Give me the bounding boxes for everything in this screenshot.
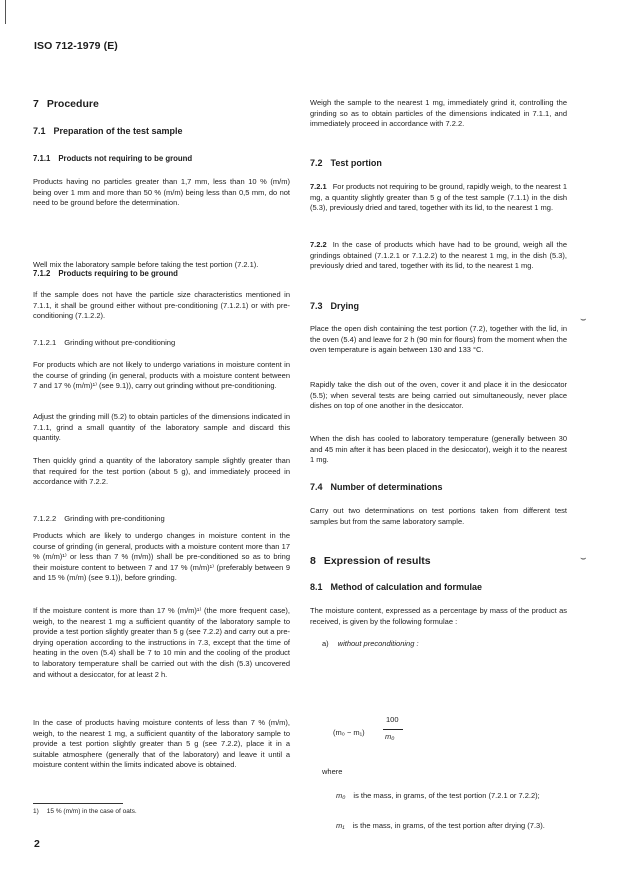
heading-text: Method of calculation and formulae — [330, 582, 483, 592]
heading-text: Test portion — [330, 158, 382, 168]
section-heading-7-1 — [33, 126, 290, 136]
footnote-number: 1) — [33, 808, 39, 815]
paragraph: Place the open dish containing the test portion (7.2), together with the lid, in the oven (5.4) and leave for 2 h (90 min for flours) from the moment when the oven temperature is again between 130 and 133 °C. — [310, 324, 567, 355]
list-label: a) — [322, 639, 329, 648]
margin-mark: ⌣ — [580, 553, 587, 564]
section-heading-7-2 — [310, 158, 567, 168]
paragraph: The moisture content, expressed as a percentage by mass of the product as received, is given by the following formulae : — [310, 606, 567, 626]
paragraph-text: For products not requiring to be ground, rapidly weigh, to the nearest 1 mg, a quantity slightly greater than 5 g of the test sample (7.1.1) in the dish (5.3), previously dried and tared, together with its lid, to the nearest 1 mg. — [310, 182, 567, 213]
heading-number: 7.2 — [310, 158, 323, 168]
formula-denominator: m₀ — [385, 732, 395, 741]
definition-m1 — [336, 821, 564, 832]
heading-text: Expression of results — [323, 555, 431, 567]
section-heading-7-1-1 — [33, 154, 290, 163]
formula-numerator: 100 — [386, 715, 399, 724]
heading-text: Products not requiring to be ground — [58, 154, 193, 163]
heading-number: 8.1 — [310, 582, 323, 592]
heading-text: Grinding with pre-conditioning — [64, 514, 165, 523]
heading-number: 7 — [33, 98, 39, 110]
footnote — [33, 808, 137, 815]
heading-number: 7.1.2.1 — [33, 338, 57, 347]
footnote-text: 15 % (m/m) in the case of oats. — [46, 808, 137, 815]
fraction-bar — [383, 729, 403, 730]
list-item-a — [322, 639, 419, 650]
section-heading-7-1-2-1 — [33, 338, 290, 347]
clause-number: 7.2.1 — [310, 182, 327, 191]
heading-text: Grinding without pre-conditioning — [64, 338, 176, 347]
page-number: 2 — [34, 838, 40, 850]
paragraph: Then quickly grind a quantity of the laboratory sample slightly greater than that required for the test portion (about 5 g), and immediately proceed in accordance with 7.2.2. — [33, 456, 290, 487]
definition-symbol: m₁ — [336, 821, 345, 830]
definition-m0 — [336, 791, 564, 802]
paragraph: Weigh the sample to the nearest 1 mg, immediately grind it, controlling the grinding so as to obtain particles of the dimensions indicated in 7.1.1, and immediately proceed in accordance with 7.2.2. — [310, 98, 567, 129]
formula-difference: (m₀ − m₁) — [333, 728, 365, 737]
heading-text: Products requiring to be ground — [58, 269, 178, 278]
heading-text: Drying — [330, 301, 360, 311]
section-heading-8-1 — [310, 582, 567, 592]
section-heading-8 — [310, 555, 567, 567]
section-heading-7-3 — [310, 301, 567, 311]
paragraph: Carry out two determinations on test portions taken from different test samples but from the same laboratory sample. — [310, 506, 567, 526]
page-edge-mark — [5, 0, 6, 24]
definition-text: is the mass, in grams, of the test portion (7.2.1 or 7.2.2); — [353, 791, 540, 800]
section-heading-7 — [33, 98, 290, 110]
paragraph — [310, 182, 567, 214]
heading-number: 7.4 — [310, 482, 323, 492]
heading-number: 7.1 — [33, 126, 46, 136]
paragraph: Well mix the laboratory sample before taking the test portion (7.2.1). — [33, 260, 259, 269]
paragraph — [310, 240, 567, 272]
paragraph: If the sample does not have the particle size characteristics mentioned in 7.1.1, it shall be ground either without pre-conditioning (7.1.2.1) or with pre-conditioning (7.1.2.2). — [33, 290, 290, 321]
paragraph: Products having no particles greater than 1,7 mm, less than 10 % (m/m) being over 1 mm and more than 50 % (m/m) being less than 0,5 mm, do not need to be ground before the determination. — [33, 177, 290, 208]
heading-number: 7.1.1 — [33, 154, 51, 163]
heading-text: Procedure — [46, 98, 99, 110]
paragraph: Products which are likely to undergo changes in moisture content in the course of grinding (in general, products with a moisture content more than 17 % (m/m)¹⁾ or less than 7 % (m/m)) shall be pre-conditioned so as to bring their moisture content to between 7 and 17 % (m/m)¹⁾ (preferably between 9 and 15 % (m/m) (see 9.1)), before grinding. — [33, 531, 290, 583]
heading-text: Number of determinations — [330, 482, 443, 492]
paragraph: Adjust the grinding mill (5.2) to obtain particles of the dimensions indicated in 7.1.1, grind a small quantity of the laboratory sample and discard this quantity. — [33, 412, 290, 443]
formula-moisture — [333, 715, 453, 755]
paragraph: For products which are not likely to undergo variations in moisture content in the course of grinding (in general, products with a moisture content between 7 and 17 % (m/m)¹⁾ (see 9.1)), carry out grinding without pre-conditioning. — [33, 360, 290, 391]
where-label: where — [322, 767, 343, 776]
heading-number: 7.1.2.2 — [33, 514, 57, 523]
heading-number: 7.1.2 — [33, 269, 51, 278]
section-heading-7-1-2-2 — [33, 514, 290, 523]
paragraph-text: In the case of products which have had to be ground, weigh all the grindings obtained (7.1.2.1 or 7.1.2.2) to the nearest 1 mg, in the dish (5.3), previously dried and tared, together with its lid, to the nearest 1 mg. — [310, 240, 567, 271]
heading-text: Preparation of the test sample — [53, 126, 183, 136]
paragraph: If the moisture content is more than 17 % (m/m)¹⁾ (the more frequent case), weigh, to the nearest 1 mg a sufficient quantity of the laboratory sample to provide a test portion slightly greater than 5 g (see 7.2.2) and carry out a pre-drying operation according to the instructions in 7.3, except that the time of heating in the oven (5.4) shall be 7 to 10 min and the cooling of the product to laboratory temperature shall be carried out with the dish (5.3) uncovered and without a desiccator, for at least 2 h. — [33, 606, 290, 679]
definition-symbol: m₀ — [336, 791, 346, 800]
section-heading-7-1-2 — [33, 269, 290, 278]
clause-number: 7.2.2 — [310, 240, 327, 249]
footnote-rule — [33, 803, 123, 804]
paragraph: In the case of products having moisture contents of less than 7 % (m/m), weigh, to the nearest 1 mg, a sufficient quantity of the laboratory sample to provide a test portion slightly greater than 5 g (see 7.2.2), place it in a suitable atmosphere (generally that of the laboratory) and leave it until a moisture content within the limits indicated above is obtained. — [33, 718, 290, 770]
running-header: ISO 712-1979 (E) — [34, 40, 118, 52]
heading-number: 8 — [310, 555, 316, 567]
definition-text: is the mass, in grams, of the test portion after drying (7.3). — [352, 821, 545, 830]
section-heading-7-4 — [310, 482, 567, 492]
paragraph: Rapidly take the dish out of the oven, cover it and place it in the desiccator (5.5); when several tests are being carried out simultaneously, never place dishes on top of one another in the desiccator. — [310, 380, 567, 411]
margin-mark: ⌣ — [580, 314, 587, 325]
paragraph: When the dish has cooled to laboratory temperature (generally between 30 and 45 min after it has been placed in the desiccator), weigh it to the nearest 1 mg. — [310, 434, 567, 465]
list-text: without preconditioning : — [337, 639, 419, 648]
heading-number: 7.3 — [310, 301, 323, 311]
